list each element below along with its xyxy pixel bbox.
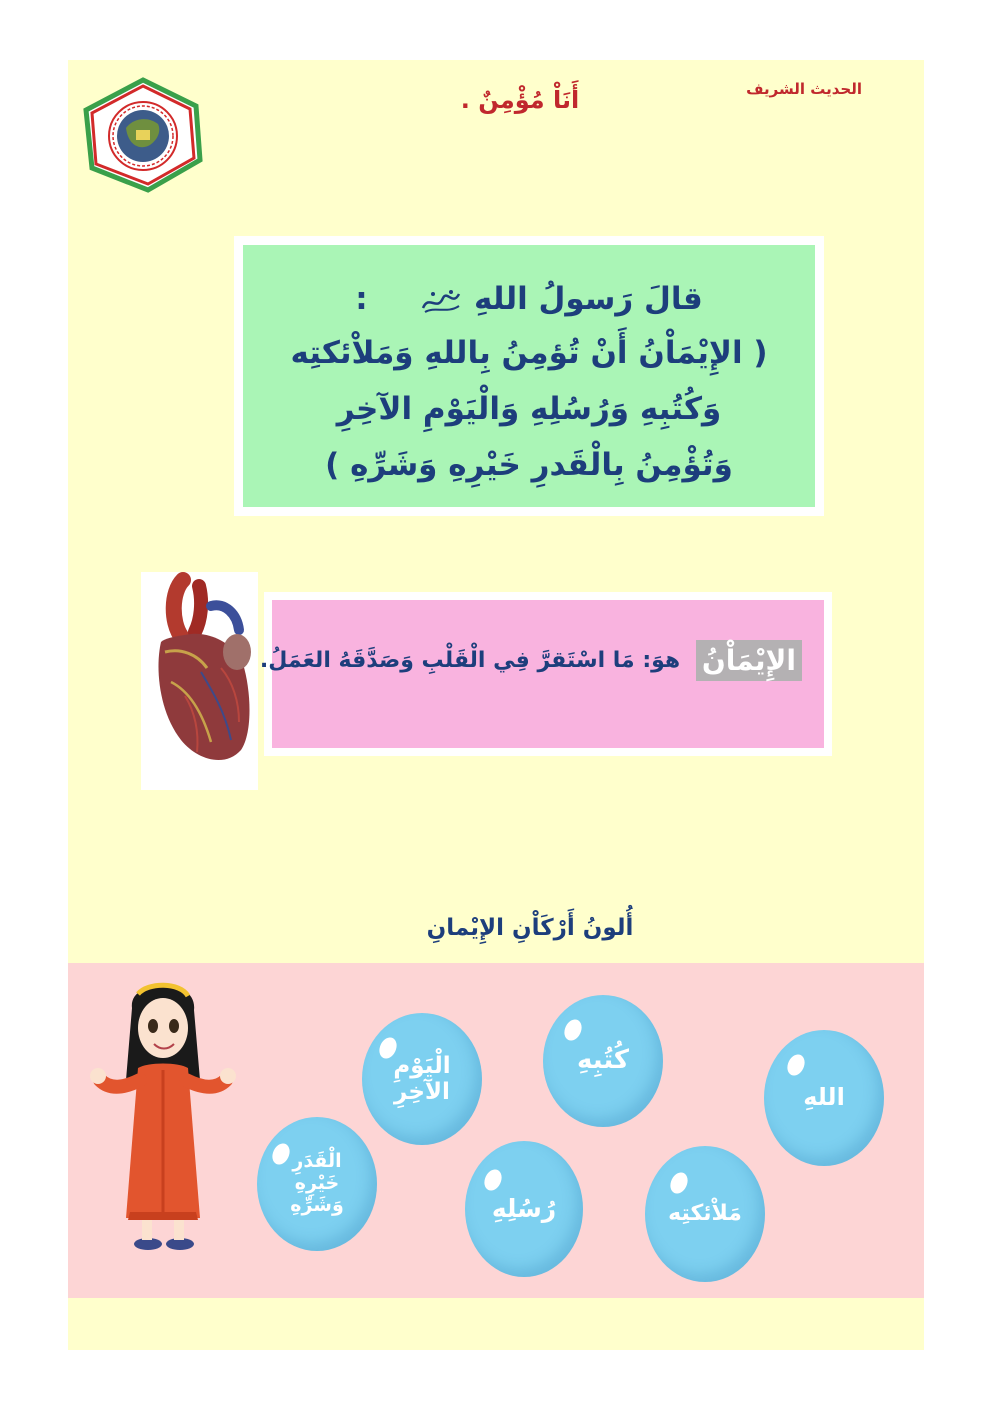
bubble-label-line: الْيَوْمِ [393, 1052, 451, 1079]
hadith-colon: : [355, 281, 368, 317]
bubble-label: مَلاْئكتِه [668, 1201, 742, 1227]
pillar-bubble-destiny[interactable] [257, 1117, 377, 1251]
hadith-box [243, 245, 815, 507]
pbuh-calligraphy-icon [419, 286, 463, 316]
hadith-line-3: وَكُتُبِهِ وَرُسُلِهِ وَالْيَوْمِ الآخِرِ [336, 391, 722, 427]
heart-illustration [141, 572, 258, 790]
definition-frame [259, 592, 832, 756]
hadith-line-1 [243, 281, 815, 317]
bubble-label-line: وَشَرِّهِ [290, 1193, 344, 1216]
bubble-label: اللهِ [803, 1083, 845, 1112]
hadith-line-2: ( الإِيْمَاْنُ أَنْ تُؤمِنُ بِاللهِ وَمَلاْئكتِه [290, 335, 768, 371]
bubble-label [257, 1117, 377, 1251]
pillar-bubble-messengers[interactable] [465, 1141, 583, 1277]
bubble-label-line: الْقَدَرِ [292, 1150, 342, 1173]
bubble-label: رُسُلِهِ [491, 1193, 557, 1223]
definition-term: الإِيْمَاْنُ [696, 640, 802, 681]
bubble-label-line: خَيْرِهِ [294, 1172, 340, 1195]
bubble-label: كُتُبِهِ [576, 1045, 630, 1076]
activity-title: أُلونُ أَرْكَاْنِ الإِيْمانِ [426, 915, 634, 941]
pillar-bubble-angels[interactable] [645, 1146, 765, 1282]
hadith-intro: قالَ رَسولُ اللهِ [473, 281, 703, 317]
bubble-label-line: الآخِرِ [394, 1079, 450, 1105]
girl-illustration [88, 968, 238, 1256]
page-title: أَنَاْ مُؤْمِنٌ . [460, 86, 580, 114]
pillar-bubble-allah[interactable] [764, 1030, 884, 1166]
pillar-bubble-books[interactable] [543, 995, 663, 1127]
subject-label: الحديث الشريف [746, 80, 862, 98]
bubble-label [362, 1013, 482, 1145]
pillar-bubble-last-day[interactable] [362, 1013, 482, 1145]
hadith-line-4: وَتُؤْمِنُ بِالْقَدرِ خَيْرِهِ وَشَرِّهِ ) [325, 447, 733, 483]
ministry-logo [78, 76, 208, 194]
definition-text: هوَ: مَا اسْتَقرَّ فِي الْقَلْبِ وَصَدَّقَهُ العَمَلُ. [259, 648, 681, 673]
definition-line [260, 640, 802, 681]
definition-box [259, 600, 824, 748]
hadith-frame [234, 236, 824, 516]
